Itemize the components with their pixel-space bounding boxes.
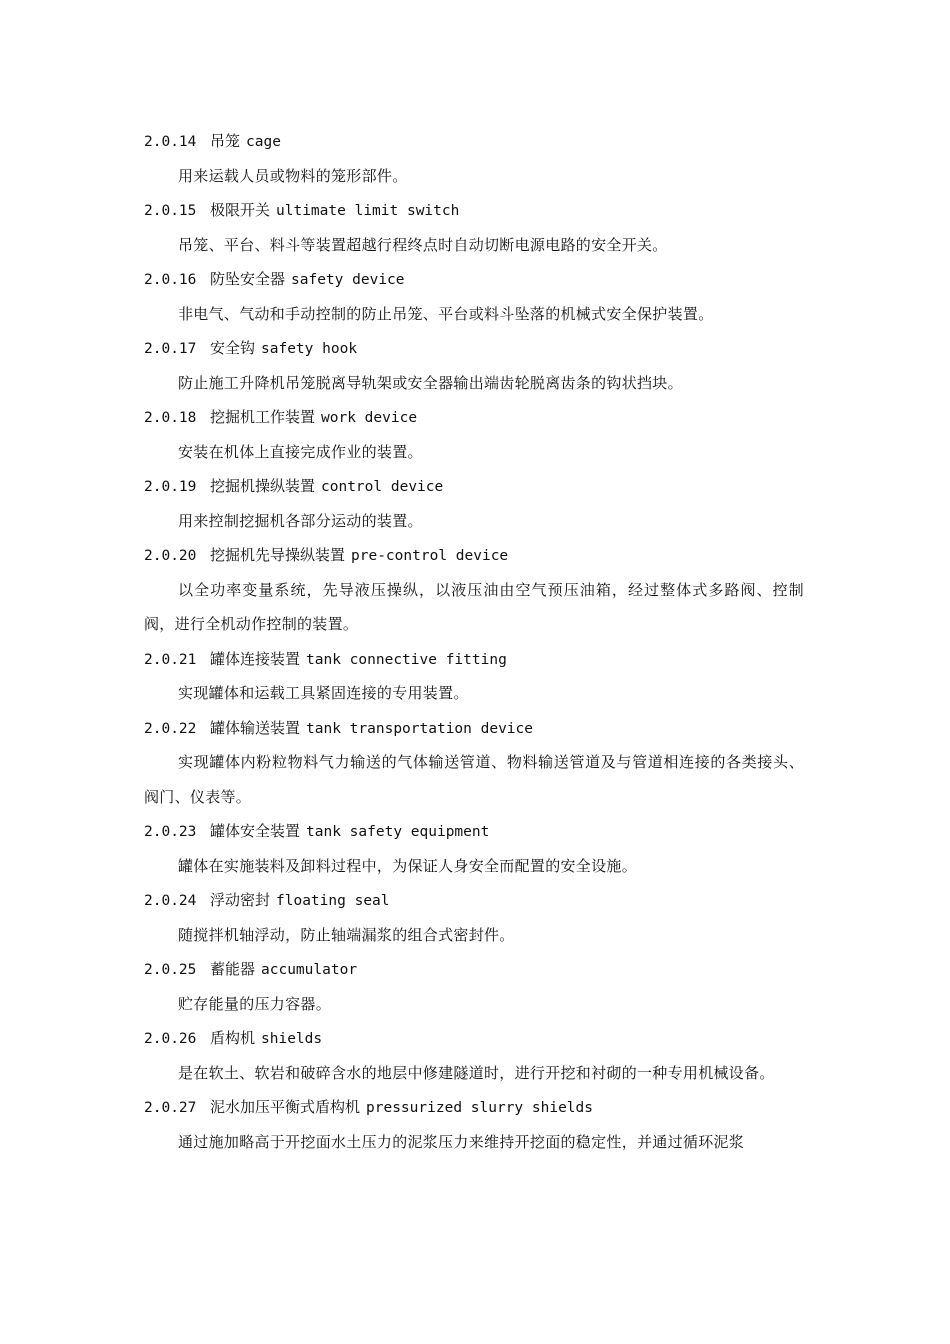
term-entry bbox=[144, 400, 804, 469]
term-heading bbox=[144, 814, 804, 849]
term-entry bbox=[144, 193, 804, 262]
term-chinese: 罐体安全装置 bbox=[210, 822, 301, 840]
term-number: 2.0.25 bbox=[144, 962, 197, 978]
term-number: 2.0.14 bbox=[144, 134, 197, 150]
term-definition: 是在软土、软岩和破碎含水的地层中修建隧道时，进行开挖和衬砌的一种专用机械设备。 bbox=[178, 1063, 775, 1082]
term-number: 2.0.22 bbox=[144, 720, 197, 737]
term-english: safety device bbox=[291, 272, 405, 288]
term-definition: 通过施加略高于开挖面水土压力的泥浆压力来维持开挖面的稳定性，并通过循环泥浆 bbox=[178, 1132, 745, 1151]
term-number: 2.0.26 bbox=[144, 1031, 197, 1047]
term-heading bbox=[144, 883, 804, 918]
term-english: floating seal bbox=[276, 893, 390, 909]
term-entry bbox=[144, 124, 804, 193]
term-chinese: 挖掘机工作装置 bbox=[210, 408, 316, 426]
term-english: ultimate limit switch bbox=[276, 203, 460, 219]
term-definition: 以全功率变量系统，先导液压操纵，以液压油由空气预压油箱，经过整体式多路阀、控制阀，进行全机动作控制的装置。 bbox=[144, 580, 804, 633]
term-entry bbox=[144, 952, 804, 1021]
term-number: 2.0.20 bbox=[144, 548, 197, 564]
term-heading bbox=[144, 642, 804, 677]
term-entry bbox=[144, 711, 804, 815]
term-definition: 吊笼、平台、料斗等装置超越行程终点时自动切断电源电路的安全开关。 bbox=[178, 235, 668, 254]
term-chinese: 罐体连接装置 bbox=[210, 649, 301, 668]
term-number: 2.0.15 bbox=[144, 203, 197, 219]
term-definition: 用来运载人员或物料的笼形部件。 bbox=[178, 166, 408, 185]
term-english: cage bbox=[246, 134, 281, 150]
term-heading bbox=[144, 331, 804, 366]
term-definition: 安装在机体上直接完成作业的装置。 bbox=[178, 442, 423, 461]
term-definition: 实现罐体和运载工具紧固连接的专用装置。 bbox=[178, 684, 469, 702]
term-entry bbox=[144, 538, 804, 642]
term-english: tank connective fitting bbox=[306, 651, 507, 668]
term-definition: 防止施工升降机吊笼脱离导轨架或安全器输出端齿轮脱离齿条的钩状挡块。 bbox=[178, 373, 683, 392]
term-english: pre-control device bbox=[351, 548, 509, 564]
term-entry bbox=[144, 469, 804, 538]
term-entry bbox=[144, 1090, 804, 1159]
term-english: work device bbox=[321, 410, 418, 426]
term-entry bbox=[144, 262, 804, 331]
term-definition: 实现罐体内粉粒物料气力输送的气体输送管道、物料输送管道及与管道相连接的各类接头、阀门、仪表等。 bbox=[144, 753, 804, 806]
term-heading bbox=[144, 1021, 804, 1056]
term-number: 2.0.21 bbox=[144, 651, 197, 668]
term-entry bbox=[144, 331, 804, 400]
term-english: accumulator bbox=[261, 962, 358, 978]
term-heading bbox=[144, 538, 804, 573]
term-chinese: 极限开关 bbox=[210, 201, 271, 219]
term-chinese: 浮动密封 bbox=[210, 891, 271, 909]
term-entry bbox=[144, 1021, 804, 1090]
term-heading bbox=[144, 193, 804, 228]
term-number: 2.0.18 bbox=[144, 410, 197, 426]
term-english: safety hook bbox=[261, 341, 358, 357]
term-number: 2.0.16 bbox=[144, 272, 197, 288]
term-chinese: 防坠安全器 bbox=[210, 270, 286, 288]
term-heading bbox=[144, 262, 804, 297]
term-entry bbox=[144, 814, 804, 883]
term-english: pressurized slurry shields bbox=[366, 1100, 593, 1116]
term-number: 2.0.19 bbox=[144, 479, 197, 495]
term-chinese: 盾构机 bbox=[210, 1029, 256, 1047]
term-chinese: 泥水加压平衡式盾构机 bbox=[210, 1098, 361, 1116]
term-english: control device bbox=[321, 479, 444, 495]
term-entry bbox=[144, 883, 804, 952]
term-chinese: 挖掘机操纵装置 bbox=[210, 477, 316, 495]
term-definition: 非电气、气动和手动控制的防止吊笼、平台或料斗坠落的机械式安全保护装置。 bbox=[178, 304, 714, 323]
term-definition: 贮存能量的压力容器。 bbox=[178, 994, 332, 1013]
term-number: 2.0.17 bbox=[144, 341, 197, 357]
term-heading bbox=[144, 1090, 804, 1125]
term-heading bbox=[144, 952, 804, 987]
term-heading bbox=[144, 124, 804, 159]
term-english: shields bbox=[261, 1031, 323, 1047]
term-chinese: 蓄能器 bbox=[210, 960, 256, 978]
term-number: 2.0.23 bbox=[144, 824, 197, 840]
term-chinese: 罐体输送装置 bbox=[210, 718, 301, 737]
term-heading bbox=[144, 711, 804, 746]
term-english: tank transportation device bbox=[306, 720, 533, 737]
term-definition: 随搅拌机轴浮动，防止轴端漏浆的组合式密封件。 bbox=[178, 925, 515, 944]
term-number: 2.0.24 bbox=[144, 893, 197, 909]
term-heading bbox=[144, 469, 804, 504]
term-heading bbox=[144, 400, 804, 435]
term-chinese: 挖掘机先导操纵装置 bbox=[210, 546, 346, 564]
term-entry bbox=[144, 642, 804, 711]
term-number: 2.0.27 bbox=[144, 1100, 197, 1116]
term-definition: 用来控制挖掘机各部分运动的装置。 bbox=[178, 511, 423, 530]
term-definition: 罐体在实施装料及卸料过程中，为保证人身安全而配置的安全设施。 bbox=[178, 856, 638, 875]
term-english: tank safety equipment bbox=[306, 824, 490, 840]
term-list bbox=[144, 124, 804, 1159]
term-chinese: 安全钩 bbox=[210, 339, 256, 357]
term-chinese: 吊笼 bbox=[210, 132, 241, 150]
